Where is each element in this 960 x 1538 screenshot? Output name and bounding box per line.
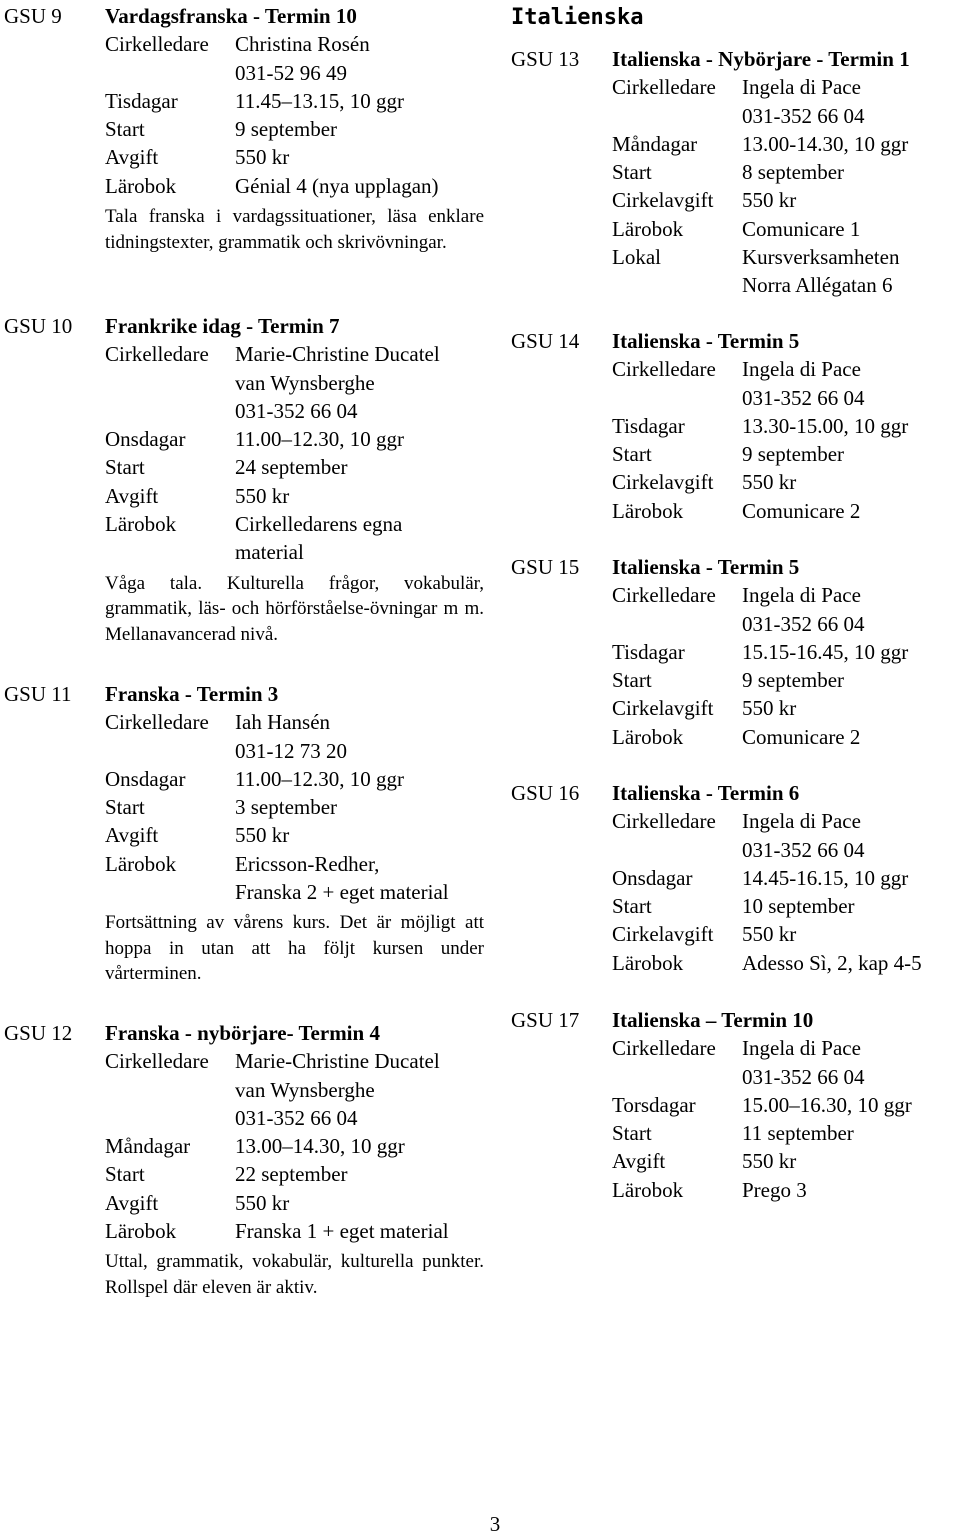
detail-value: 031-352 66 04 <box>235 398 358 423</box>
detail-value: material <box>235 540 304 565</box>
course-title: Italienska - Nybörjare - Termin 1 <box>612 47 910 71</box>
right-column <box>511 0 960 1202</box>
course-description: Våga tala. Kulturella frågor, vokabulär, grammatik, läs- och hörförståelse-övningar m m. Mellanavancerad nivå. <box>105 572 484 645</box>
detail-label: Cirkelledare <box>612 583 716 608</box>
detail-value: Ingela di Pace <box>742 1036 861 1061</box>
detail-label <box>105 1104 235 1132</box>
detail-row <box>612 610 960 638</box>
detail-row <box>105 397 484 425</box>
detail-value: 550 kr <box>742 922 797 947</box>
detail-label: Cirkelavgift <box>612 470 714 495</box>
detail-value: 11 september <box>742 1121 854 1146</box>
detail-value: Ingela di Pace <box>742 357 861 382</box>
detail-value: 031-352 66 04 <box>742 837 865 862</box>
detail-label: Måndagar <box>105 1134 191 1159</box>
course-details <box>612 327 960 525</box>
course-details <box>612 553 960 751</box>
detail-row <box>612 1119 960 1147</box>
detail-value: 13.30-15.00, 10 ggr <box>742 413 909 438</box>
detail-row <box>105 1189 484 1217</box>
detail-label <box>612 102 742 130</box>
course-code: GSU 12 <box>4 1021 73 1045</box>
detail-label: Lokal <box>612 245 661 270</box>
detail-row <box>612 1147 960 1175</box>
detail-value: 550 kr <box>742 696 797 721</box>
detail-row <box>612 836 960 864</box>
detail-value: 031-352 66 04 <box>742 1064 865 1089</box>
detail-value: Génial 4 (nya upplagan) <box>235 173 439 198</box>
course-description: Uttal, grammatik, vokabulär, kulturella punkter. Rollspel där eleven är aktiv. <box>105 1251 484 1298</box>
page-number: 3 <box>489 1512 501 1536</box>
detail-value: Franska 1 + eget material <box>235 1219 449 1244</box>
detail-label: Lärobok <box>612 498 684 523</box>
detail-row <box>105 538 484 566</box>
detail-label <box>612 1063 742 1091</box>
course-code: GSU 17 <box>511 1008 580 1032</box>
detail-value: 11.45–13.15, 10 ggr <box>235 88 404 113</box>
detail-label: Lärobok <box>612 1177 684 1202</box>
detail-label: Cirkelledare <box>612 357 716 382</box>
detail-row <box>612 1176 960 1204</box>
detail-value: 3 september <box>235 795 338 820</box>
detail-label: Lärobok <box>612 216 684 241</box>
detail-row <box>105 59 484 87</box>
detail-label: Cirkelledare <box>105 342 209 367</box>
detail-value: Iah Hansén <box>235 710 331 735</box>
detail-value: Comunicare 2 <box>742 498 861 523</box>
detail-row <box>612 920 960 948</box>
detail-label: Cirkelledare <box>105 710 209 735</box>
detail-label <box>105 878 235 906</box>
detail-row <box>612 807 960 835</box>
detail-row <box>105 737 484 765</box>
detail-label: Avgift <box>105 483 159 508</box>
course-title: Vardagsfranska - Termin 10 <box>105 4 357 28</box>
course-code: GSU 15 <box>511 555 580 579</box>
course-details <box>105 312 484 647</box>
detail-value: 550 kr <box>235 483 290 508</box>
detail-row <box>105 369 484 397</box>
detail-row <box>105 30 484 58</box>
detail-label: Avgift <box>105 823 159 848</box>
detail-label: Avgift <box>105 145 159 170</box>
course-title: Italienska – Termin 10 <box>612 1008 814 1032</box>
detail-label: Start <box>105 455 145 480</box>
course-title: Italienska - Termin 5 <box>612 555 800 579</box>
course-code: GSU 9 <box>4 4 62 28</box>
detail-value: 8 september <box>742 160 845 185</box>
detail-row <box>612 864 960 892</box>
detail-row <box>612 1063 960 1091</box>
detail-label: Onsdagar <box>105 427 186 452</box>
detail-label: Torsdagar <box>612 1092 696 1117</box>
course-title: Italienska - Termin 6 <box>612 781 800 805</box>
detail-label <box>612 610 742 638</box>
detail-row <box>612 666 960 694</box>
detail-value: 24 september <box>235 455 348 480</box>
detail-row <box>105 793 484 821</box>
detail-value: Christina Rosén <box>235 32 370 57</box>
detail-label: Lärobok <box>105 173 177 198</box>
section-title-italienska: Italienska <box>511 5 644 30</box>
detail-row <box>105 1160 484 1188</box>
detail-label: Start <box>105 795 145 820</box>
detail-row <box>612 271 960 299</box>
detail-row <box>612 130 960 158</box>
detail-value: Kursverksamheten <box>742 245 900 270</box>
detail-value: 031-352 66 04 <box>742 611 865 636</box>
course-code: GSU 14 <box>511 329 580 353</box>
detail-label: Start <box>612 160 652 185</box>
detail-row <box>105 1217 484 1245</box>
detail-row <box>612 186 960 214</box>
detail-label: Lärobok <box>105 851 177 876</box>
detail-label <box>105 369 235 397</box>
course-block <box>4 312 484 647</box>
detail-value: 550 kr <box>742 470 797 495</box>
detail-row <box>105 510 484 538</box>
detail-row <box>612 243 960 271</box>
detail-row <box>105 425 484 453</box>
detail-value: 031-352 66 04 <box>742 103 865 128</box>
detail-row <box>105 340 484 368</box>
detail-value: 550 kr <box>742 1149 797 1174</box>
detail-label: Cirkelledare <box>612 1036 716 1061</box>
detail-label: Start <box>612 668 652 693</box>
detail-row <box>612 694 960 722</box>
detail-row <box>612 73 960 101</box>
detail-label: Lärobok <box>612 950 684 975</box>
detail-label: Tisdagar <box>612 639 685 664</box>
detail-label: Cirkelledare <box>105 1049 209 1074</box>
detail-row <box>105 850 484 878</box>
detail-row <box>105 143 484 171</box>
detail-value: 11.00–12.30, 10 ggr <box>235 427 404 452</box>
course-block <box>511 1006 960 1204</box>
detail-label <box>105 538 235 566</box>
course-details <box>105 680 484 987</box>
detail-value: Marie-Christine Ducatel <box>235 342 440 367</box>
detail-row <box>105 1104 484 1132</box>
detail-label: Onsdagar <box>105 766 186 791</box>
detail-label <box>612 271 742 299</box>
detail-value: Comunicare 1 <box>742 216 861 241</box>
detail-label: Tisdagar <box>105 88 178 113</box>
detail-value: 550 kr <box>235 145 290 170</box>
detail-row <box>105 453 484 481</box>
detail-value: 031-352 66 04 <box>742 385 865 410</box>
detail-value: 11.00–12.30, 10 ggr <box>235 766 404 791</box>
detail-value: Ingela di Pace <box>742 583 861 608</box>
detail-value: 15.00–16.30, 10 ggr <box>742 1092 912 1117</box>
detail-value: 9 september <box>235 117 338 142</box>
detail-label: Cirkelledare <box>612 809 716 834</box>
detail-value: 9 september <box>742 668 845 693</box>
detail-label: Tisdagar <box>612 413 685 438</box>
detail-value: 031-352 66 04 <box>235 1105 358 1130</box>
course-code: GSU 16 <box>511 781 580 805</box>
detail-value: 13.00-14.30, 10 ggr <box>742 131 909 156</box>
detail-row <box>612 638 960 666</box>
detail-value: Franska 2 + eget material <box>235 880 449 905</box>
detail-value: Prego 3 <box>742 1177 807 1202</box>
course-code: GSU 10 <box>4 314 73 338</box>
detail-row <box>612 497 960 525</box>
detail-row <box>105 87 484 115</box>
detail-value: Adesso Sì, 2, kap 4-5 <box>742 950 922 975</box>
detail-label: Lärobok <box>612 724 684 749</box>
detail-label <box>105 737 235 765</box>
course-description: Fortsättning av vårens kurs. Det är möjligt att hoppa in utan att ha följt kursen under vårterminen. <box>105 912 484 985</box>
course-block <box>4 680 484 987</box>
detail-label: Måndagar <box>612 131 698 156</box>
detail-row <box>105 115 484 143</box>
detail-value: Cirkelledarens egna <box>235 512 403 537</box>
detail-label <box>105 397 235 425</box>
detail-row <box>105 878 484 906</box>
detail-label <box>105 59 235 87</box>
detail-value: 550 kr <box>235 1190 290 1215</box>
detail-row <box>105 482 484 510</box>
detail-row <box>612 1034 960 1062</box>
detail-label: Avgift <box>612 1149 666 1174</box>
course-description: Tala franska i vardagssituationer, läsa enklare tidningstexter, grammatik och skrivövningar. <box>105 206 484 253</box>
detail-row <box>105 1132 484 1160</box>
detail-value: Ingela di Pace <box>742 75 861 100</box>
detail-label: Lärobok <box>105 512 177 537</box>
course-block <box>511 45 960 300</box>
course-title: Frankrike idag - Termin 7 <box>105 314 340 338</box>
detail-value: van Wynsberghe <box>235 1077 375 1102</box>
detail-row <box>612 468 960 496</box>
detail-row <box>612 355 960 383</box>
detail-value: 031-52 96 49 <box>235 60 347 85</box>
course-title: Franska - nybörjare- Termin 4 <box>105 1021 380 1045</box>
course-details <box>105 2 484 255</box>
detail-label: Lärobok <box>105 1219 177 1244</box>
detail-value: 10 september <box>742 894 855 919</box>
detail-value: 9 september <box>742 442 845 467</box>
detail-label: Avgift <box>105 1190 159 1215</box>
detail-row <box>612 949 960 977</box>
detail-row <box>105 765 484 793</box>
detail-value: 22 september <box>235 1162 348 1187</box>
detail-row <box>105 1076 484 1104</box>
course-block <box>511 327 960 525</box>
course-block <box>511 553 960 751</box>
detail-label: Cirkelavgift <box>612 188 714 213</box>
detail-value: 13.00–14.30, 10 ggr <box>235 1134 405 1159</box>
detail-label <box>105 1076 235 1104</box>
detail-label: Cirkelledare <box>612 75 716 100</box>
detail-row <box>105 821 484 849</box>
detail-row <box>612 102 960 130</box>
detail-value: Comunicare 2 <box>742 724 861 749</box>
detail-row <box>612 412 960 440</box>
detail-label: Start <box>612 442 652 467</box>
detail-label <box>612 384 742 412</box>
detail-label: Cirkelledare <box>105 32 209 57</box>
detail-row <box>105 708 484 736</box>
detail-value: Marie-Christine Ducatel <box>235 1049 440 1074</box>
detail-row <box>612 1091 960 1119</box>
detail-label: Start <box>612 894 652 919</box>
detail-value: 550 kr <box>742 188 797 213</box>
course-block <box>4 1019 484 1300</box>
detail-value: Ingela di Pace <box>742 809 861 834</box>
detail-label <box>612 836 742 864</box>
detail-value: Ericsson-Redher, <box>235 851 380 876</box>
detail-value: 031-12 73 20 <box>235 738 347 763</box>
course-title: Italienska - Termin 5 <box>612 329 800 353</box>
detail-row <box>105 172 484 200</box>
detail-label: Cirkelavgift <box>612 696 714 721</box>
detail-label: Cirkelavgift <box>612 922 714 947</box>
course-details <box>612 1006 960 1204</box>
detail-row <box>612 440 960 468</box>
course-details <box>612 779 960 977</box>
detail-row <box>612 215 960 243</box>
detail-row <box>612 723 960 751</box>
detail-label: Onsdagar <box>612 865 693 890</box>
course-block <box>511 779 960 977</box>
detail-row <box>612 384 960 412</box>
detail-row <box>612 158 960 186</box>
detail-value: 15.15-16.45, 10 ggr <box>742 639 909 664</box>
course-block <box>4 2 484 255</box>
course-code: GSU 13 <box>511 47 580 71</box>
course-details <box>612 45 960 300</box>
course-title: Franska - Termin 3 <box>105 682 279 706</box>
detail-value: 550 kr <box>235 823 290 848</box>
detail-row <box>612 581 960 609</box>
course-code: GSU 11 <box>4 682 72 706</box>
course-details <box>105 1019 484 1300</box>
detail-label: Start <box>105 1162 145 1187</box>
detail-value: van Wynsberghe <box>235 370 375 395</box>
detail-label: Start <box>612 1121 652 1146</box>
detail-label: Start <box>105 117 145 142</box>
detail-row <box>105 1047 484 1075</box>
detail-row <box>612 892 960 920</box>
detail-value: 14.45-16.15, 10 ggr <box>742 865 909 890</box>
detail-value: Norra Allégatan 6 <box>742 273 893 298</box>
